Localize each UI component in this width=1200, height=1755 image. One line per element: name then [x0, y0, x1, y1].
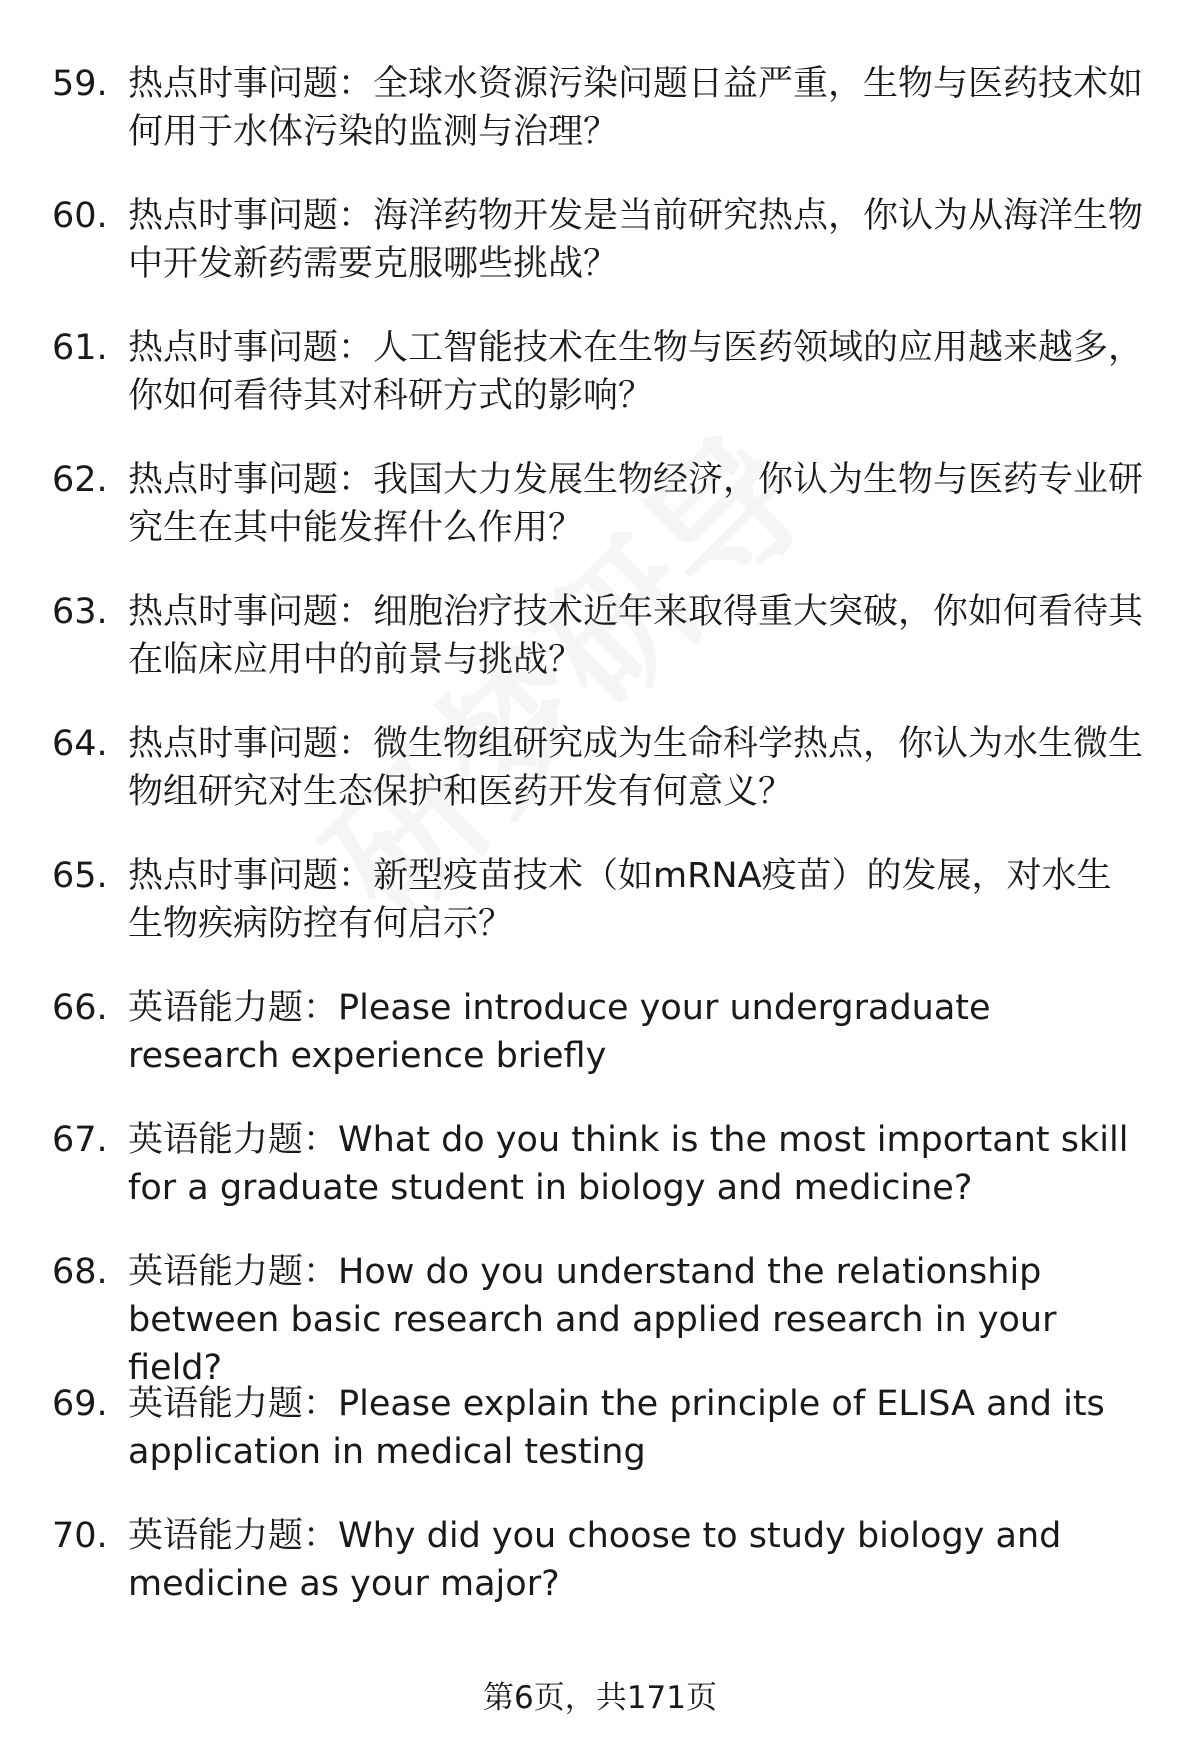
question-item	[0, 192, 1200, 324]
question-number: 64.	[52, 724, 108, 764]
question-item	[0, 588, 1200, 720]
question-text: 热点时事问题：细胞治疗技术近年来取得重大突破，你如何看待其在临床应用中的前景与挑战？	[128, 592, 1144, 680]
question-text: 热点时事问题：我国大力发展生物经济，你认为生物与医药专业研究生在其中能发挥什么作用？	[128, 460, 1144, 548]
question-item	[0, 720, 1200, 852]
question-item	[0, 984, 1200, 1116]
question-number: 62.	[52, 460, 108, 500]
question-number: 66.	[52, 988, 108, 1028]
question-text: 英语能力题：Please introduce your undergraduate research experience briefly	[128, 988, 991, 1076]
question-number: 59.	[52, 64, 108, 104]
question-text: 热点时事问题：海洋药物开发是当前研究热点，你认为从海洋生物中开发新药需要克服哪些挑战？	[128, 196, 1144, 284]
question-text: 英语能力题：What do you think is the most important skill for a graduate student in biology and medicine?	[128, 1120, 1129, 1208]
question-text: 热点时事问题：全球水资源污染问题日益严重，生物与医药技术如何用于水体污染的监测与治理？	[128, 64, 1144, 152]
question-text: 英语能力题：Please explain the principle of ELISA and its application in medical testing	[128, 1384, 1105, 1472]
question-number: 70.	[52, 1516, 108, 1556]
question-item	[0, 1380, 1200, 1512]
page-footer: 第6页，共171页	[483, 1680, 717, 1716]
question-list	[0, 60, 1200, 1644]
question-text: 热点时事问题：新型疫苗技术（如mRNA疫苗）的发展，对水生生物疾病防控有何启示？	[128, 856, 1112, 944]
question-number: 60.	[52, 196, 108, 236]
question-text: 英语能力题：How do you understand the relationship between basic research and applied research in your field?	[128, 1252, 1057, 1388]
question-number: 61.	[52, 328, 108, 368]
question-number: 63.	[52, 592, 108, 632]
question-item	[0, 456, 1200, 588]
question-number: 68.	[52, 1252, 108, 1292]
question-text: 热点时事问题：人工智能技术在生物与医药领域的应用越来越多，你如何看待其对科研方式的影响？	[128, 328, 1144, 416]
question-item	[0, 1248, 1200, 1388]
question-text: 热点时事问题：微生物组研究成为生命科学热点，你认为水生微生物组研究对生态保护和医药开发有何意义？	[128, 724, 1144, 812]
question-item	[0, 852, 1200, 984]
question-number: 67.	[52, 1120, 108, 1160]
question-item	[0, 1512, 1200, 1644]
question-text: 英语能力题：Why did you choose to study biology and medicine as your major?	[128, 1516, 1062, 1604]
question-item	[0, 1116, 1200, 1248]
question-number: 69.	[52, 1384, 108, 1424]
question-item	[0, 60, 1200, 192]
question-item	[0, 324, 1200, 456]
question-number: 65.	[52, 856, 108, 896]
